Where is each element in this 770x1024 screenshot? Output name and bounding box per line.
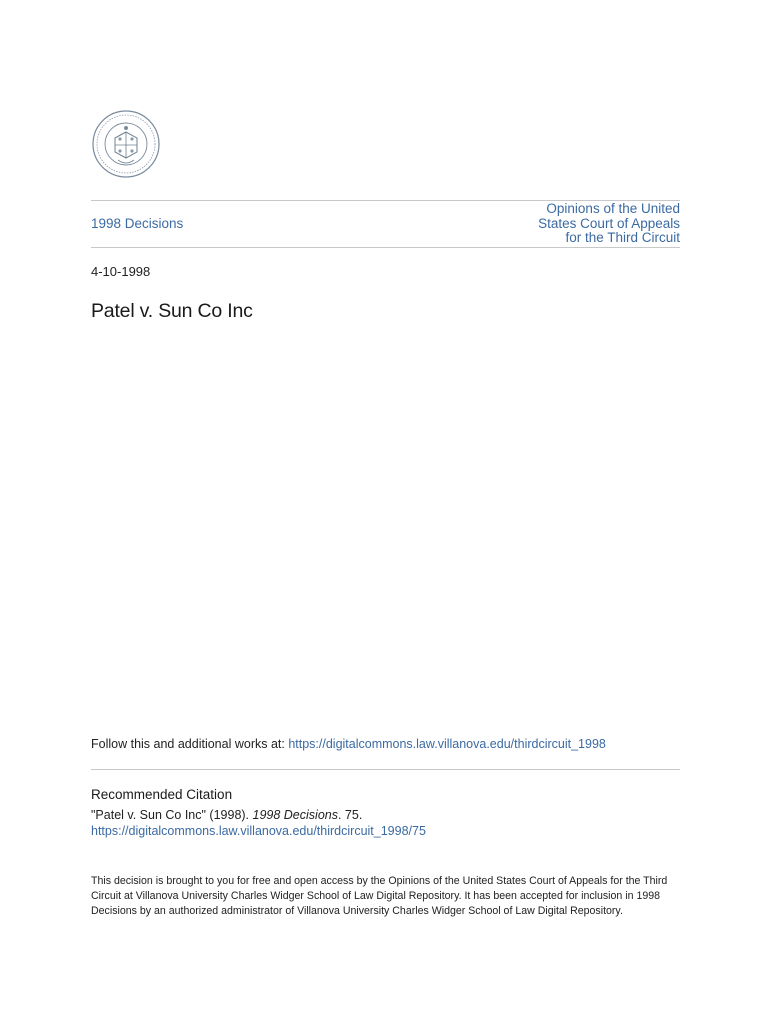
citation-rule: [91, 769, 680, 770]
series-link-line: for the Third Circuit: [565, 230, 680, 245]
citation-text: [91, 808, 362, 822]
series-link-line: States Court of Appeals: [538, 215, 680, 231]
follow-link[interactable]: https://digitalcommons.law.villanova.edu/thirdcircuit_1998: [288, 737, 606, 751]
citation-heading: Recommended Citation: [91, 787, 233, 802]
follow-prefix: Follow this and additional works at:: [91, 737, 289, 751]
citation-link[interactable]: https://digitalcommons.law.villanova.edu/thirdcircuit_1998/75: [91, 824, 426, 838]
citation-text-after: . 75.: [337, 808, 363, 822]
series-link-line: Opinions of the United: [546, 201, 680, 216]
series-link[interactable]: [480, 202, 680, 246]
follow-line: [91, 737, 606, 751]
citation-text-before: "Patel v. Sun Co Inc" (1998).: [91, 808, 253, 822]
document-title: Patel v. Sun Co Inc: [91, 300, 253, 322]
decision-date: 4-10-1998: [91, 264, 151, 279]
header-bottom-rule: [91, 247, 680, 248]
cover-page: [91, 0, 680, 1024]
university-seal-icon: [91, 108, 161, 180]
access-disclaimer: This decision is brought to you for free and open access by the Opinions of the United States Court of Appeals for the Third Circuit at Villanova University Charles Widger School of Law Digital Repository. It has been accepted for inclusion in 1998 Decisions by an authorized administrator of Villanova University Charles Widger School of Law Digital Repository.: [91, 875, 668, 918]
citation-collection: 1998 Decisions: [252, 808, 338, 822]
collection-link[interactable]: 1998 Decisions: [91, 216, 184, 231]
